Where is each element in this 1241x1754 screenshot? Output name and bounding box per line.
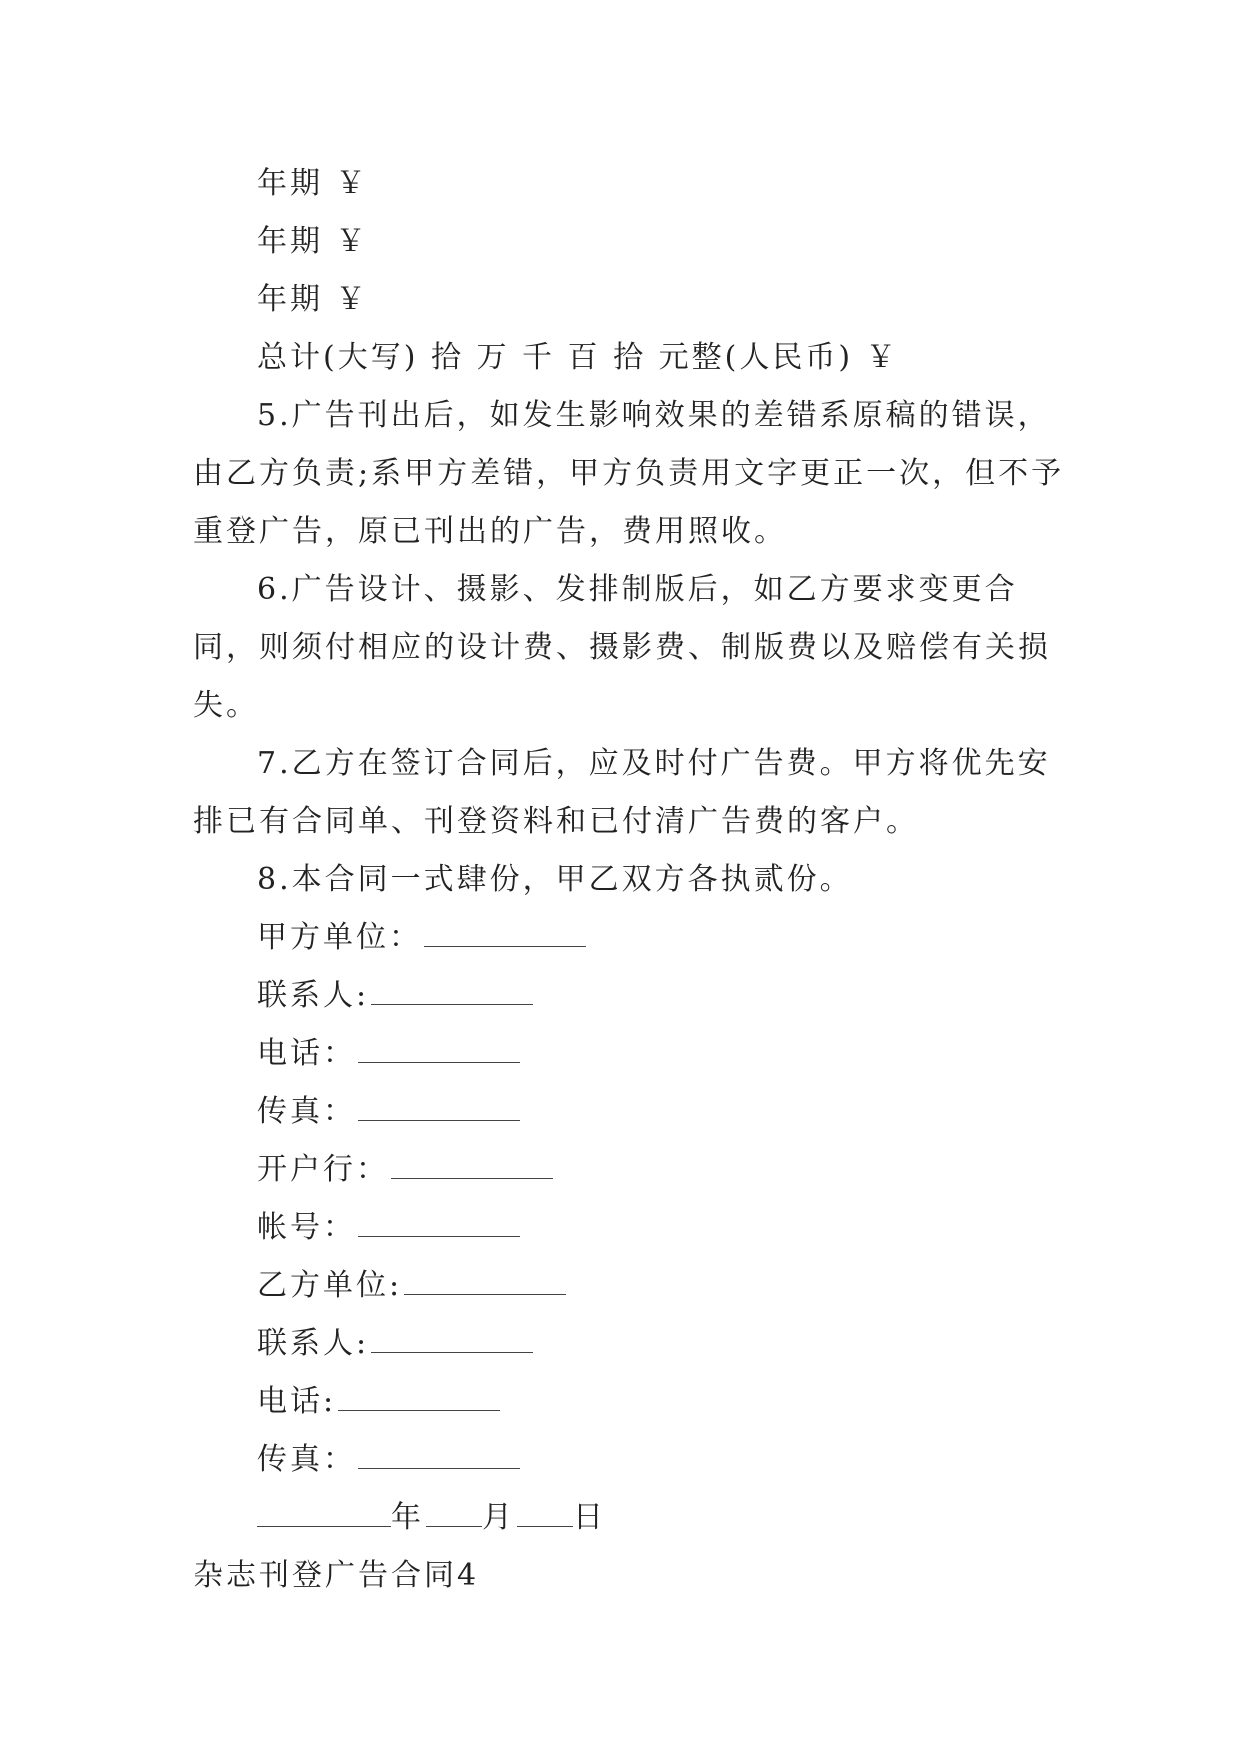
blank-line bbox=[257, 1492, 391, 1527]
total-amount-line: 总计(大写) 拾 万 千 百 拾 元整(人民币) ￥ bbox=[257, 340, 899, 375]
next-contract-title: 杂志刊登广告合同4 bbox=[193, 1558, 480, 1593]
field-label: 联系人: bbox=[257, 978, 370, 1013]
blank-line bbox=[391, 1144, 553, 1179]
blank-line bbox=[371, 1318, 533, 1353]
party-b-fax-field bbox=[193, 1431, 1073, 1489]
clause-5: 5.广告刊出后，如发生影响效果的差错系原稿的错误，由乙方负责;系甲方差错，甲方负责用文字更正一次，但不予重登广告，原已刊出的广告，费用照收。 bbox=[193, 398, 1065, 549]
party-a-phone-field bbox=[193, 1025, 1073, 1083]
payment-period-line: 年期 ￥ bbox=[257, 224, 369, 259]
blank-line bbox=[358, 1028, 520, 1063]
blank-line bbox=[358, 1202, 520, 1237]
contract-text bbox=[193, 155, 1073, 1605]
month-label: 月 bbox=[482, 1500, 515, 1535]
party-b-unit-field bbox=[193, 1257, 1073, 1315]
party-b-contact-field bbox=[193, 1315, 1073, 1373]
blank-line bbox=[426, 1492, 482, 1527]
clause-8: 8.本合同一式肆份，甲乙双方各执贰份。 bbox=[257, 862, 853, 897]
payment-period-line: 年期 ￥ bbox=[257, 166, 369, 201]
field-label: 传真： bbox=[257, 1094, 356, 1129]
field-label: 联系人: bbox=[257, 1326, 370, 1361]
payment-period-line: 年期 ￥ bbox=[257, 282, 369, 317]
party-a-contact-field bbox=[193, 967, 1073, 1025]
clause-7: 7.乙方在签订合同后，应及时付广告费。甲方将优先安排已有合同单、刊登资料和已付清广告费的客户。 bbox=[193, 746, 1051, 839]
blank-line bbox=[358, 1086, 520, 1121]
field-label: 传真： bbox=[257, 1442, 356, 1477]
party-b-phone-field bbox=[193, 1373, 1073, 1431]
party-a-bank-field bbox=[193, 1141, 1073, 1199]
field-label: 电话: bbox=[257, 1384, 337, 1419]
party-a-unit-field bbox=[193, 909, 1073, 967]
blank-line bbox=[371, 970, 533, 1005]
blank-line bbox=[404, 1260, 566, 1295]
date-line bbox=[193, 1489, 1073, 1547]
field-label: 电话： bbox=[257, 1036, 356, 1071]
day-label: 日 bbox=[573, 1500, 606, 1535]
blank-line bbox=[424, 912, 586, 947]
party-a-account-field bbox=[193, 1199, 1073, 1257]
field-label: 开户行： bbox=[257, 1152, 389, 1187]
field-label: 帐号： bbox=[257, 1210, 356, 1245]
field-label: 乙方单位: bbox=[257, 1268, 403, 1303]
clause-6: 6.广告设计、摄影、发排制版后，如乙方要求变更合同，则须付相应的设计费、摄影费、制版费以及赔偿有关损失。 bbox=[193, 572, 1051, 723]
year-label: 年 bbox=[391, 1500, 424, 1535]
blank-line bbox=[338, 1376, 500, 1411]
blank-line bbox=[517, 1492, 573, 1527]
field-label: 甲方单位： bbox=[257, 920, 422, 955]
blank-line bbox=[358, 1434, 520, 1469]
party-a-fax-field bbox=[193, 1083, 1073, 1141]
